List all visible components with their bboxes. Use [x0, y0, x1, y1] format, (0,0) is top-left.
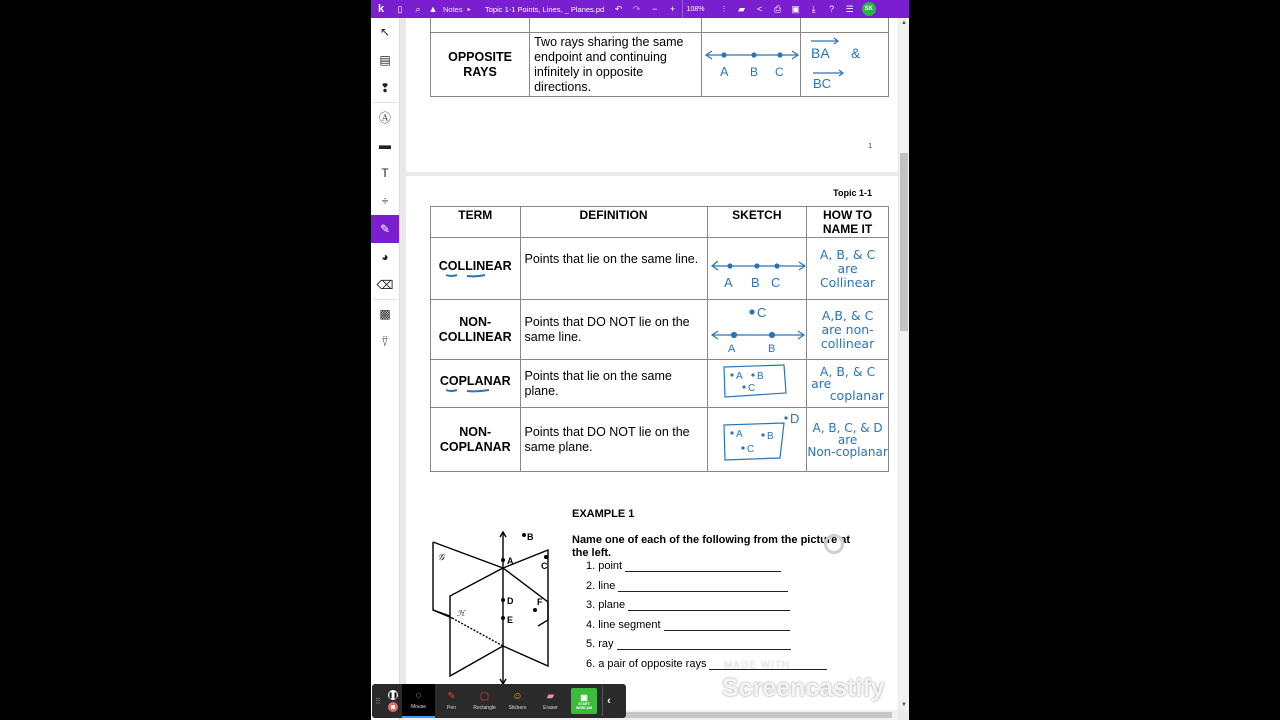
rectangle-icon: ▢: [479, 691, 490, 702]
list-item: 1. point: [586, 560, 827, 580]
header-sketch: SKETCH: [707, 207, 807, 238]
drag-handle-icon[interactable]: ⠿: [375, 696, 381, 706]
divide-icon: ÷: [381, 194, 389, 208]
terms-table-page1: [430, 18, 889, 97]
print-icon[interactable]: ⎙: [774, 3, 782, 14]
term-cell: NON-COPLANAR: [431, 408, 521, 472]
svg-text:ℋ: ℋ: [457, 609, 465, 618]
svg-text:C: C: [770, 275, 780, 290]
svg-text:B: B: [767, 343, 775, 354]
sticker-emoji-icon: ☺: [512, 691, 523, 702]
table-row: [431, 360, 889, 408]
svg-text:C: C: [541, 561, 548, 571]
svg-text:B: B: [750, 275, 760, 290]
zoom-level: 108%: [686, 5, 705, 13]
svg-text:C: C: [746, 444, 754, 455]
definition-cell: Points that DO NOT lie on the same line.: [520, 300, 707, 360]
table-row: [431, 300, 889, 360]
sketch-cell: [707, 238, 807, 300]
start-webcam-button[interactable]: ▣ START WEBCAM: [571, 688, 597, 714]
share-icon[interactable]: <: [756, 4, 763, 14]
save-icon[interactable]: ▣: [791, 3, 800, 14]
mouse-icon: ◌: [415, 690, 422, 701]
list-item: 6. a pair of opposite rays: [586, 658, 827, 678]
eraser-icon: ▰: [546, 691, 555, 702]
notebook-icon: ▤: [379, 53, 391, 67]
form-icon: Ⓐ: [378, 110, 391, 125]
non-coplanar-sketch: [708, 408, 806, 466]
svg-text:D: D: [789, 411, 799, 426]
definition-cell: Points that DO NOT lie on the same plane.: [520, 408, 707, 472]
coplanar-sketch: [708, 360, 806, 402]
svg-text:C: C: [747, 383, 755, 394]
download-icon[interactable]: ⤓: [811, 3, 816, 14]
svg-text:A: A: [735, 371, 743, 382]
how-to-name-cell: A, B, & C are Collinear: [807, 238, 889, 300]
cursor-indicator: [824, 534, 844, 554]
search-icon[interactable]: ⌕: [415, 3, 421, 14]
form-tool[interactable]: [371, 103, 399, 131]
stickers-tool-button[interactable]: ☺ Stickers: [508, 691, 527, 711]
shapes-icon: ◕: [381, 250, 389, 264]
undo-icon[interactable]: ↶: [614, 3, 623, 14]
answer-blank[interactable]: [618, 580, 788, 592]
answer-blank[interactable]: [664, 619, 790, 631]
equation-tool[interactable]: [371, 187, 399, 215]
svg-text:BC: BC: [812, 76, 832, 91]
term-cell: COPLANAR: [431, 360, 521, 408]
svg-text:D: D: [507, 596, 514, 606]
svg-text:F: F: [537, 597, 543, 607]
svg-text:B: B: [749, 65, 758, 79]
term-cell: COLLINEAR: [431, 238, 521, 300]
stop-icon: [391, 705, 395, 709]
table-row-opposite-rays: [431, 33, 889, 97]
zoom-level-select[interactable]: [682, 0, 733, 18]
svg-text:C: C: [774, 65, 784, 79]
screencastify-watermark: [676, 660, 900, 712]
redo-icon[interactable]: ↷: [632, 3, 641, 14]
table-header-row: [431, 207, 889, 238]
opposite-rays-sketch: [702, 33, 800, 91]
open-folder-icon[interactable]: ▰: [738, 3, 746, 14]
vertical-scrollbar[interactable]: [899, 18, 909, 710]
page-1: [406, 18, 898, 172]
brand-name: Screencastify: [722, 674, 885, 702]
text-tool[interactable]: [371, 159, 399, 187]
pen-tool-button[interactable]: ✎ Pen: [447, 691, 456, 711]
svg-text:&: &: [850, 45, 861, 61]
pen-icon: ✎: [379, 222, 391, 236]
svg-text:A: A: [507, 556, 514, 566]
header-definition: DEFINITION: [520, 207, 707, 238]
svg-text:A: A: [723, 275, 733, 290]
top-toolbar: [371, 0, 909, 18]
menu-icon[interactable]: ☰: [845, 3, 854, 14]
annotation-toolbar: [371, 18, 400, 720]
example-title: EXAMPLE 1: [572, 508, 635, 520]
screencastify-logo-icon: [676, 674, 716, 704]
non-collinear-sketch: [708, 300, 806, 354]
sketch-cell: [707, 360, 807, 408]
drive-icon: ▲: [428, 4, 438, 14]
definition-cell: Two rays sharing the same endpoint and continuing infinitely in opposite directions.: [530, 33, 702, 97]
recording-controls: [384, 690, 402, 712]
pause-button[interactable]: ❚❚: [388, 690, 398, 700]
how-to-name-cell: [800, 33, 888, 97]
page-number: 1: [868, 143, 872, 150]
stop-button[interactable]: [388, 702, 398, 712]
scroll-down-icon[interactable]: ▼: [901, 702, 907, 708]
how-to-name-cell: A, B, & C are coplanar: [807, 360, 889, 408]
sketch-cell: [707, 408, 807, 472]
page-2: [406, 176, 898, 710]
collapse-toolbar-button[interactable]: ‹: [602, 686, 615, 716]
webcam-icon: ▣: [580, 692, 588, 702]
list-item: 2. line: [586, 580, 827, 600]
svg-text:B: B: [766, 431, 774, 442]
eraser-icon: ⌫: [376, 278, 394, 292]
zoom-more-icon: ⋮: [720, 6, 728, 13]
svg-text:E: E: [507, 615, 514, 625]
shapes-tool[interactable]: [371, 243, 399, 271]
collinear-sketch: [708, 238, 806, 294]
terms-table: [430, 206, 889, 472]
svg-text:BA: BA: [810, 45, 830, 61]
kami-logo[interactable]: k: [377, 3, 385, 15]
pen-icon: ✎: [447, 691, 456, 702]
header-how-to-name: HOW TO NAME IT: [807, 207, 889, 238]
screencastify-toolbar: [372, 684, 626, 718]
list-item: 4. line segment: [586, 619, 827, 639]
help-icon[interactable]: ?: [829, 4, 835, 14]
definition-cell: Points that lie on the same plane.: [520, 360, 707, 408]
document-title[interactable]: Topic 1-1 Points, Lines, _ Planes.pd: [484, 4, 605, 14]
table-row-partial: [431, 18, 889, 33]
intersecting-planes-figure: [430, 528, 560, 688]
sidebar-toggle-icon[interactable]: ▯: [397, 3, 403, 14]
kami-app: [371, 0, 909, 720]
svg-text:C: C: [756, 305, 766, 320]
how-to-name-cell: A, B, C, & D are Non-coplanar: [807, 408, 889, 472]
svg-text:B: B: [756, 371, 764, 382]
term-cell: OPPOSITE RAYS: [431, 33, 530, 97]
header-term: TERM: [431, 207, 521, 238]
table-row: [431, 408, 889, 472]
answer-blank[interactable]: [628, 599, 790, 611]
document-viewport[interactable]: [400, 18, 898, 710]
example-instructions: Name one of each of the following from the picture at the left.: [572, 534, 851, 559]
marker-icon: ❢: [379, 81, 391, 95]
table-row: [431, 238, 889, 300]
list-item: 3. plane: [586, 599, 827, 619]
breadcrumb-notes[interactable]: Notes: [443, 4, 463, 14]
user-avatar[interactable]: SK: [862, 2, 876, 16]
how-to-name-cell: A,B, & C are non- collinear: [807, 300, 889, 360]
opposite-rays-notation: [801, 33, 888, 91]
eraser-tool-button[interactable]: ▰ Eraser: [543, 691, 558, 711]
notebook-tool[interactable]: [371, 46, 399, 74]
svg-text:A: A: [727, 343, 735, 354]
comment-icon: ▬: [379, 138, 391, 152]
scroll-up-icon[interactable]: ▲: [901, 20, 907, 26]
svg-text:A: A: [719, 64, 729, 79]
select-arrow-icon: ↖: [379, 25, 391, 39]
made-with-label: MADE WITH: [724, 660, 791, 671]
sketch-cell: [701, 33, 800, 97]
text-icon: T: [381, 166, 389, 180]
comment-tool[interactable]: [371, 131, 399, 159]
definition-cell: Points that lie on the same line.: [520, 238, 707, 300]
mouse-tool-button[interactable]: ◌ Mouse: [402, 684, 435, 718]
image-icon: ▩: [379, 307, 391, 321]
svg-text:B: B: [527, 532, 534, 542]
pen-tool[interactable]: [371, 215, 399, 243]
zoom-in-icon[interactable]: +: [669, 4, 676, 14]
sketch-cell: [707, 300, 807, 360]
answer-blank[interactable]: [617, 638, 791, 650]
scrollbar-thumb[interactable]: [900, 153, 908, 331]
zoom-out-icon[interactable]: −: [651, 4, 658, 14]
term-cell: NON-COLLINEAR: [431, 300, 521, 360]
topic-label: Topic 1-1: [833, 188, 872, 198]
rectangle-tool-button[interactable]: ▢ Rectangle: [473, 691, 496, 711]
image-tool[interactable]: [371, 300, 399, 328]
select-tool[interactable]: [371, 18, 399, 46]
list-item: 5. ray: [586, 638, 827, 658]
breadcrumb-arrow-icon: ▸: [467, 6, 471, 13]
svg-text:A: A: [735, 429, 743, 440]
eraser-tool[interactable]: [371, 271, 399, 299]
svg-text:𝒢: 𝒢: [438, 552, 445, 562]
answer-blank[interactable]: [625, 560, 781, 572]
microphone-icon: ⍢: [381, 334, 389, 349]
audio-tool[interactable]: [371, 328, 399, 356]
comment-marker-tool[interactable]: [371, 74, 399, 102]
